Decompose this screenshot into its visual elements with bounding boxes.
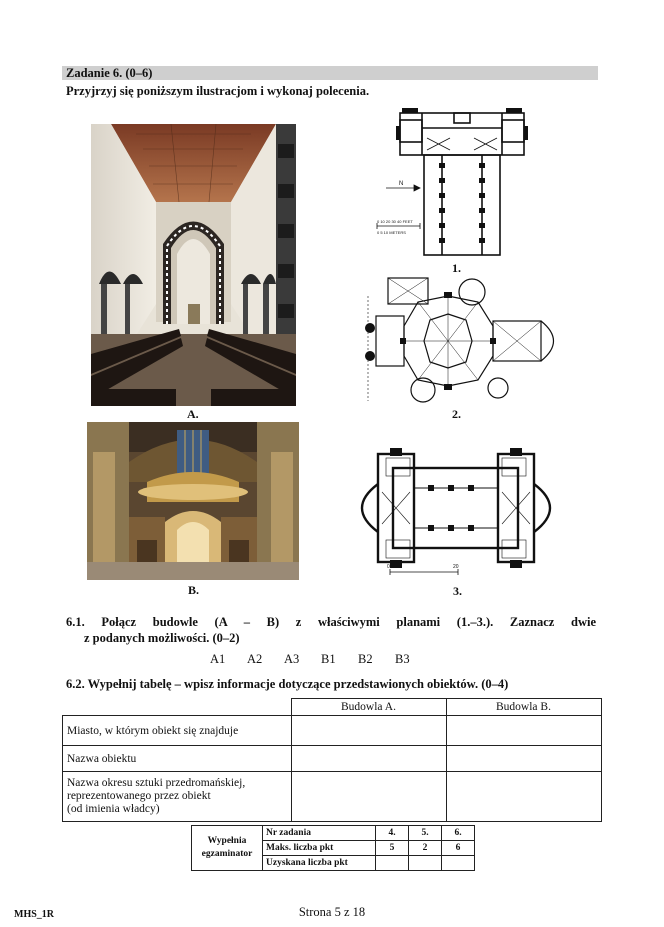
plan-3-scale-start: 0: [387, 564, 390, 570]
plan-3-floor-plan: [338, 440, 578, 580]
answer-cell-name-b[interactable]: [446, 746, 601, 772]
answer-table: [62, 698, 602, 822]
score-row-got-label: Uzyskana liczba pkt: [263, 856, 376, 871]
plan-3-label: 3.: [453, 584, 462, 598]
question-6-1: [66, 614, 596, 646]
task-title: Zadanie 6. (0–6): [66, 66, 153, 80]
plan-2-floor-plan: [348, 276, 573, 406]
option-b3[interactable]: B3: [395, 652, 410, 666]
answer-cell-city-b[interactable]: [446, 716, 601, 746]
option-a1[interactable]: A1: [210, 652, 226, 666]
score-cell-4[interactable]: [376, 856, 409, 871]
photo-b-chapel-interior: [87, 422, 299, 580]
plan-2-label: 2.: [452, 407, 461, 421]
plan-1-scale-feet: 0 10 20 30 40 FEET: [377, 219, 413, 224]
plan-1-north-marker: N: [399, 181, 404, 187]
answer-options: [210, 652, 432, 667]
question-6-1-line2: z podanych możliwości. (0–2): [84, 631, 240, 645]
exam-code: MHS_1R: [14, 909, 54, 920]
score-cell-5[interactable]: [409, 856, 442, 871]
page-number: Strona 5 z 18: [298, 905, 366, 919]
photo-a-label: A.: [187, 407, 199, 421]
column-header-b: Budowla B.: [446, 699, 601, 716]
score-row-max-label: Maks. liczba pkt: [263, 841, 376, 856]
question-6-2: 6.2. Wypełnij tabelę – wpisz informacje dotyczące przedstawionych obiektów. (0–4): [66, 677, 509, 691]
row-label-period: Nazwa okresu sztuki przedromańskiej, reprezentowanego przez obiekt (od imienia władcy): [63, 772, 292, 822]
plan-3-scale-end: 20: [453, 564, 459, 570]
photo-b-label: B.: [188, 583, 200, 597]
examiner-score-table: Wypełnia egzaminator Nr zadania 4. 5. 6. Maks. liczba pkt 5 2 6 Uzyskana liczba pkt: [191, 825, 475, 871]
photo-a-church-interior: [91, 124, 296, 406]
question-6-1-line1: 6.1. Połącz budowle (A – B) z właściwymi planami (1.–3.). Zaznacz dwie: [66, 615, 596, 629]
answer-cell-period-b[interactable]: [446, 772, 601, 822]
row-label-name: Nazwa obiektu: [63, 746, 292, 772]
task-instruction: Przyjrzyj się poniższym ilustracjom i wykonaj polecenia.: [66, 84, 370, 98]
score-row-task-label: Nr zadania: [263, 826, 376, 841]
plan-1-scale-meters: 0 5 10 METERS: [377, 230, 406, 235]
score-cell-6[interactable]: [442, 856, 475, 871]
option-a3[interactable]: A3: [284, 652, 300, 666]
answer-cell-period-a[interactable]: [291, 772, 446, 822]
examiner-label: Wypełnia egzaminator: [192, 826, 263, 871]
answer-cell-name-a[interactable]: [291, 746, 446, 772]
row-label-city: Miasto, w którym obiekt się znajduje: [63, 716, 292, 746]
option-b2[interactable]: B2: [358, 652, 373, 666]
plan-1-label: 1.: [452, 261, 461, 275]
option-b1[interactable]: B1: [321, 652, 336, 666]
column-header-a: Budowla A.: [291, 699, 446, 716]
answer-cell-city-a[interactable]: [291, 716, 446, 746]
option-a2[interactable]: A2: [247, 652, 263, 666]
plan-1-floor-plan: [372, 108, 552, 258]
